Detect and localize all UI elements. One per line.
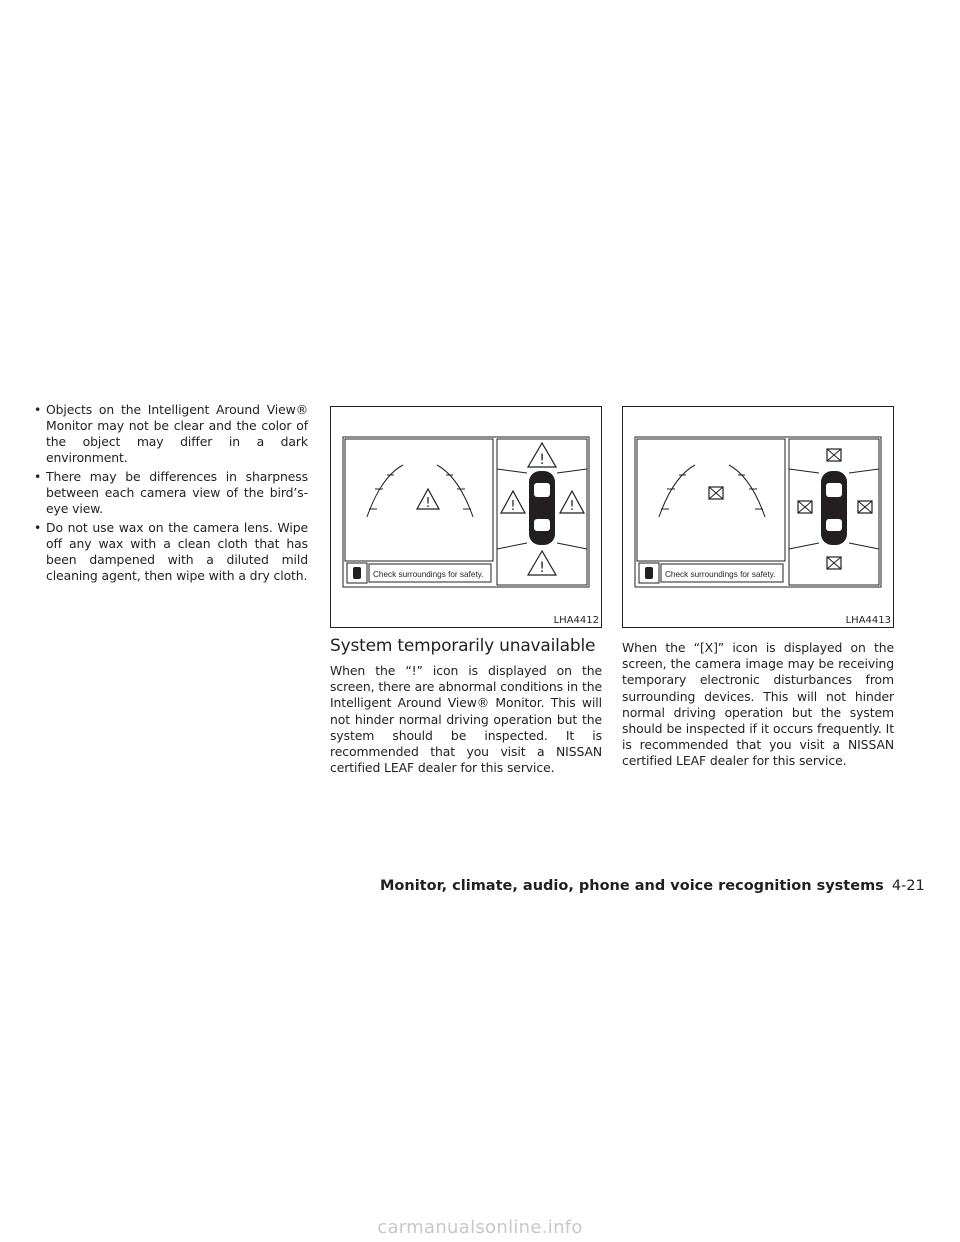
x-box-icon [798, 501, 812, 513]
x-box-icon [858, 501, 872, 513]
svg-text:!: ! [425, 496, 431, 511]
warning-icon [528, 551, 556, 576]
warning-icon [528, 443, 556, 468]
camera-screen-illustration-warning [331, 407, 601, 627]
figure-code: LHA4413 [845, 615, 891, 626]
bullet-item: • Objects on the Intelligent Around View® Monitor may not be clear and the color of the object may differ in a dark environment. [34, 402, 308, 466]
warning-icon [501, 491, 525, 514]
bullet-list [34, 402, 308, 587]
svg-text:!: ! [510, 499, 516, 514]
x-box-icon [827, 557, 841, 569]
svg-text:!: ! [539, 560, 545, 576]
car-icon [821, 471, 847, 545]
x-box-icon [709, 487, 723, 499]
warning-icon [560, 491, 584, 514]
figure-x-icons [622, 406, 894, 628]
watermark: carmanualsonline.info [377, 1217, 583, 1238]
x-box-icon [827, 449, 841, 461]
paragraph-warning-icon: When the “!” icon is displayed on the screen, there are abnormal conditions in the Intelligent Around View® Monitor. This will not hinder normal driving operation but the system should be inspected. It is recommended that you visit a NISSAN certified LEAF dealer for this service. [330, 663, 602, 776]
bullet-item: • There may be differences in sharpness between each camera view of the bird’s-eye view. [34, 469, 308, 517]
warning-icon [417, 489, 439, 511]
camera-screen-illustration-interference [623, 407, 893, 627]
safety-message: Check surroundings for safety. [665, 570, 776, 579]
section-heading: System temporarily unavailable [330, 636, 596, 656]
car-icon [529, 471, 555, 545]
figure-warning-icons [330, 406, 602, 628]
paragraph-x-icon: When the “[X]” icon is displayed on the screen, the camera image may be receiving temporary electronic disturbances from surrounding devices. This will not hinder normal driving operation but the system should be inspected if it occurs frequently. It is recommended that you visit a NISSAN certified LEAF dealer for this service. [622, 640, 894, 769]
page-number: 4-21 [891, 878, 925, 894]
chapter-title: Monitor, climate, audio, phone and voice recognition systems [380, 878, 884, 894]
svg-text:!: ! [569, 499, 575, 514]
svg-text:!: ! [539, 452, 545, 468]
page-footer [380, 876, 925, 896]
figure-code: LHA4412 [553, 615, 599, 626]
bullet-item: • Do not use wax on the camera lens. Wipe off any wax with a clean cloth that has been dampened with a diluted mild cleaning agent, then wipe with a dry cloth. [34, 520, 308, 584]
safety-message: Check surroundings for safety. [373, 570, 484, 579]
